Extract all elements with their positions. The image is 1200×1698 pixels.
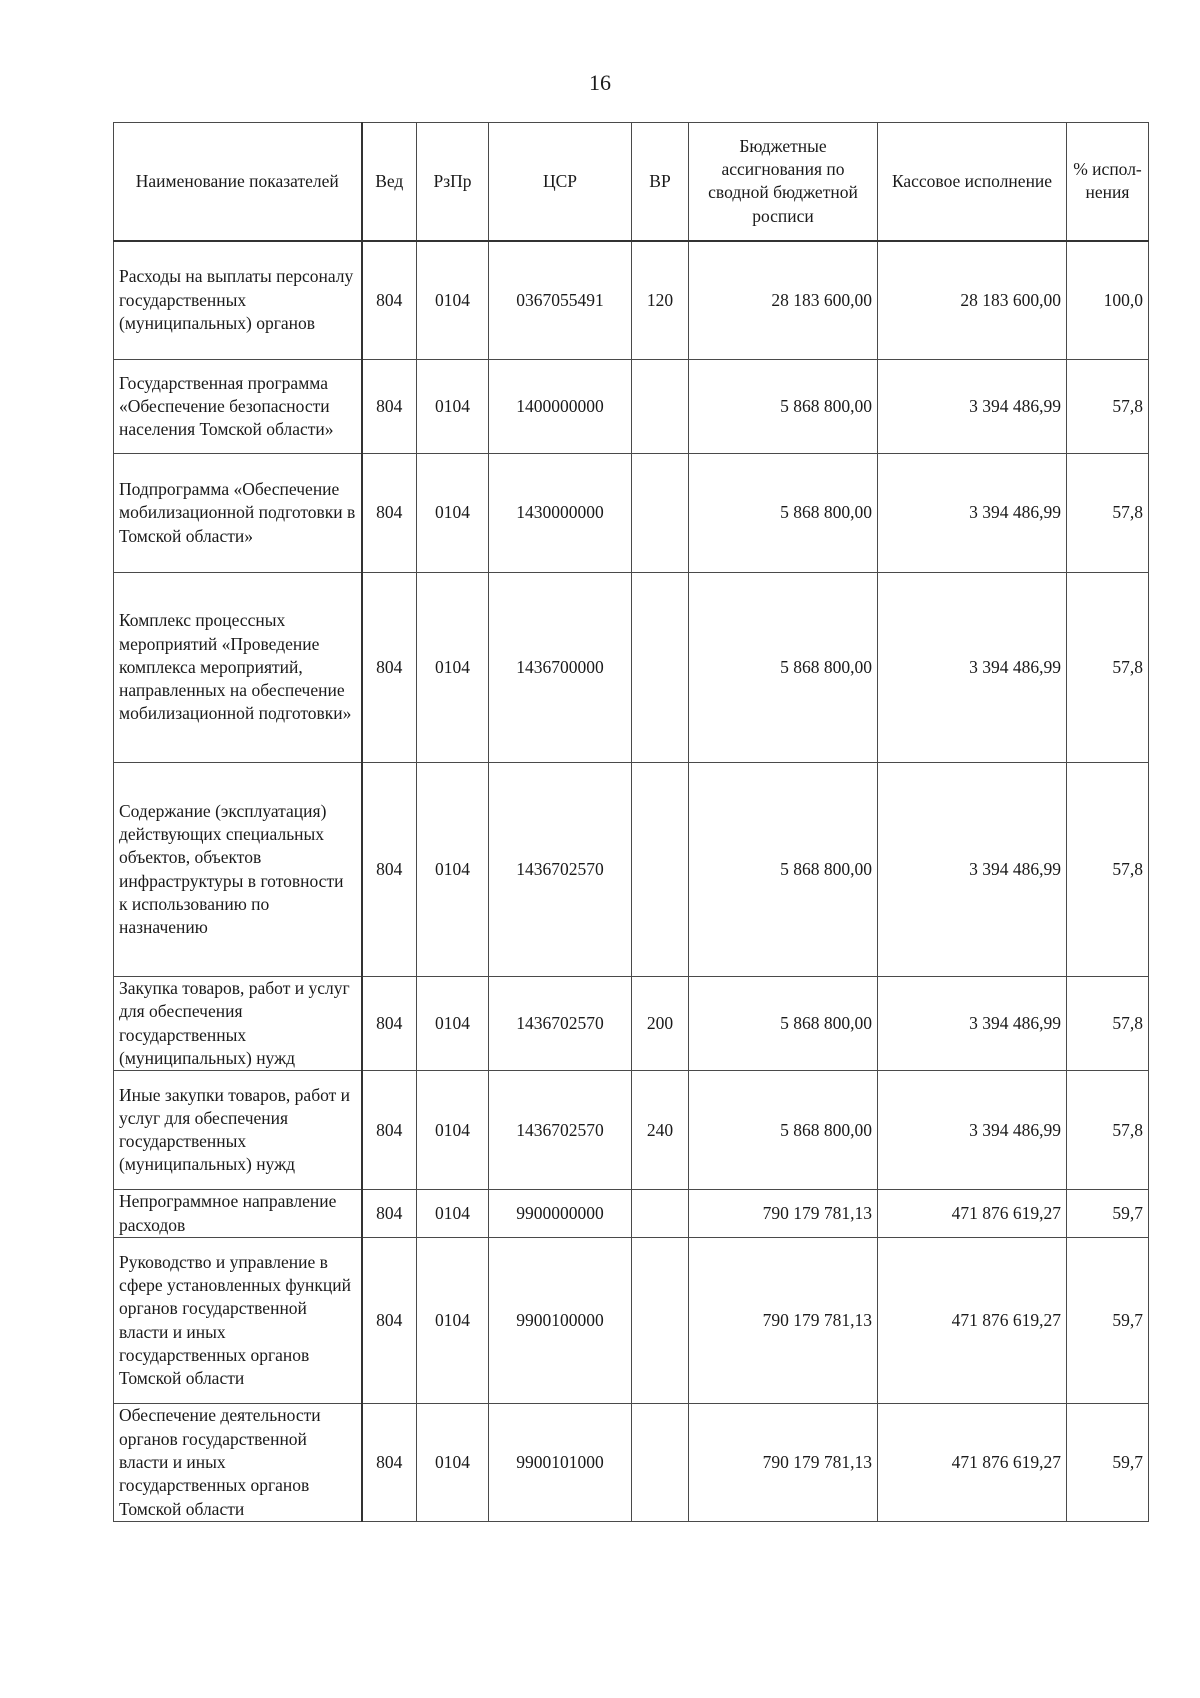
- row-vr: 120: [632, 241, 689, 360]
- row-csr: 9900000000: [489, 1190, 632, 1238]
- table-row: [114, 1190, 1149, 1238]
- table-header-row: [114, 123, 1149, 241]
- row-assignments: 790 179 781,13: [689, 1404, 878, 1522]
- row-percent: 59,7: [1067, 1238, 1149, 1404]
- header-rzpr: РзПр: [417, 123, 489, 241]
- row-name: Содержание (эксплуатация) действующих специальных объектов, объектов инфраструктуры в готовности к использованию по назначению: [114, 763, 362, 977]
- row-name: Непрограммное направление расходов: [114, 1190, 362, 1238]
- row-percent: 59,7: [1067, 1404, 1149, 1522]
- header-cash-execution: Кассовое исполнение: [878, 123, 1067, 241]
- header-percent-execution: % испол-нения: [1067, 123, 1149, 241]
- row-vr: 200: [632, 977, 689, 1071]
- row-csr: 1436702570: [489, 977, 632, 1071]
- table-row: [114, 573, 1149, 763]
- row-assignments: 790 179 781,13: [689, 1190, 878, 1238]
- row-percent: 57,8: [1067, 573, 1149, 763]
- row-vr: [632, 763, 689, 977]
- row-rzpr: 0104: [417, 763, 489, 977]
- row-ved: 804: [362, 1238, 417, 1404]
- row-cash-execution: 3 394 486,99: [878, 977, 1067, 1071]
- row-csr: 1436700000: [489, 573, 632, 763]
- table-row: [114, 1238, 1149, 1404]
- row-ved: 804: [362, 454, 417, 573]
- row-csr: 0367055491: [489, 241, 632, 360]
- row-name: Государственная программа «Обеспечение безопасности населения Томской области»: [114, 360, 362, 454]
- row-percent: 57,8: [1067, 977, 1149, 1071]
- row-cash-execution: 471 876 619,27: [878, 1238, 1067, 1404]
- row-name: Обеспечение деятельности органов государственной власти и иных государственных органов Томской области: [114, 1404, 362, 1522]
- header-assignments: Бюджетные ассигнования по сводной бюджетной росписи: [689, 123, 878, 241]
- row-cash-execution: 471 876 619,27: [878, 1404, 1067, 1522]
- row-vr: [632, 360, 689, 454]
- row-vr: [632, 454, 689, 573]
- row-vr: [632, 1404, 689, 1522]
- row-percent: 57,8: [1067, 454, 1149, 573]
- table-row: [114, 977, 1149, 1071]
- row-cash-execution: 3 394 486,99: [878, 573, 1067, 763]
- row-percent: 57,8: [1067, 763, 1149, 977]
- row-vr: 240: [632, 1071, 689, 1190]
- row-rzpr: 0104: [417, 241, 489, 360]
- row-csr: 1436702570: [489, 1071, 632, 1190]
- row-rzpr: 0104: [417, 360, 489, 454]
- row-csr: 1436702570: [489, 763, 632, 977]
- row-cash-execution: 471 876 619,27: [878, 1190, 1067, 1238]
- row-name: Расходы на выплаты персоналу государственных (муниципальных) органов: [114, 241, 362, 360]
- table-row: [114, 763, 1149, 977]
- row-cash-execution: 3 394 486,99: [878, 454, 1067, 573]
- row-csr: 1400000000: [489, 360, 632, 454]
- row-cash-execution: 3 394 486,99: [878, 763, 1067, 977]
- row-assignments: 5 868 800,00: [689, 977, 878, 1071]
- header-csr: ЦСР: [489, 123, 632, 241]
- row-rzpr: 0104: [417, 1404, 489, 1522]
- row-rzpr: 0104: [417, 573, 489, 763]
- table-row: [114, 1071, 1149, 1190]
- table-row: [114, 241, 1149, 360]
- row-csr: 9900101000: [489, 1404, 632, 1522]
- row-name: Закупка товаров, работ и услуг для обеспечения государственных (муниципальных) нужд: [114, 977, 362, 1071]
- row-rzpr: 0104: [417, 454, 489, 573]
- page-number: 16: [589, 70, 611, 95]
- row-assignments: 28 183 600,00: [689, 241, 878, 360]
- row-percent: 57,8: [1067, 360, 1149, 454]
- row-cash-execution: 28 183 600,00: [878, 241, 1067, 360]
- row-name: Подпрограмма «Обеспечение мобилизационной подготовки в Томской области»: [114, 454, 362, 573]
- row-assignments: 5 868 800,00: [689, 573, 878, 763]
- row-name: Руководство и управление в сфере установленных функций органов государственной власти и иных государственных органов Томской области: [114, 1238, 362, 1404]
- row-assignments: 5 868 800,00: [689, 454, 878, 573]
- row-ved: 804: [362, 573, 417, 763]
- row-percent: 57,8: [1067, 1071, 1149, 1190]
- budget-execution-table: [113, 122, 1149, 1522]
- row-rzpr: 0104: [417, 1238, 489, 1404]
- row-rzpr: 0104: [417, 977, 489, 1071]
- row-ved: 804: [362, 241, 417, 360]
- row-vr: [632, 1238, 689, 1404]
- row-rzpr: 0104: [417, 1190, 489, 1238]
- row-csr: 9900100000: [489, 1238, 632, 1404]
- row-percent: 59,7: [1067, 1190, 1149, 1238]
- row-name: Иные закупки товаров, работ и услуг для обеспечения государственных (муниципальных) нужд: [114, 1071, 362, 1190]
- row-vr: [632, 1190, 689, 1238]
- table-row: [114, 454, 1149, 573]
- row-csr: 1430000000: [489, 454, 632, 573]
- header-vr: ВР: [632, 123, 689, 241]
- row-percent: 100,0: [1067, 241, 1149, 360]
- row-cash-execution: 3 394 486,99: [878, 360, 1067, 454]
- header-ved: Вед: [362, 123, 417, 241]
- header-name: Наименование показателей: [114, 123, 362, 241]
- row-ved: 804: [362, 1190, 417, 1238]
- row-ved: 804: [362, 1071, 417, 1190]
- row-assignments: 5 868 800,00: [689, 360, 878, 454]
- row-assignments: 790 179 781,13: [689, 1238, 878, 1404]
- row-ved: 804: [362, 360, 417, 454]
- row-assignments: 5 868 800,00: [689, 763, 878, 977]
- table-row: [114, 1404, 1149, 1522]
- row-name: Комплекс процессных мероприятий «Проведение комплекса мероприятий, направленных на обеспечение мобилизационной подготовки»: [114, 573, 362, 763]
- row-ved: 804: [362, 763, 417, 977]
- row-cash-execution: 3 394 486,99: [878, 1071, 1067, 1190]
- row-vr: [632, 573, 689, 763]
- row-ved: 804: [362, 977, 417, 1071]
- row-ved: 804: [362, 1404, 417, 1522]
- row-rzpr: 0104: [417, 1071, 489, 1190]
- row-assignments: 5 868 800,00: [689, 1071, 878, 1190]
- table-row: [114, 360, 1149, 454]
